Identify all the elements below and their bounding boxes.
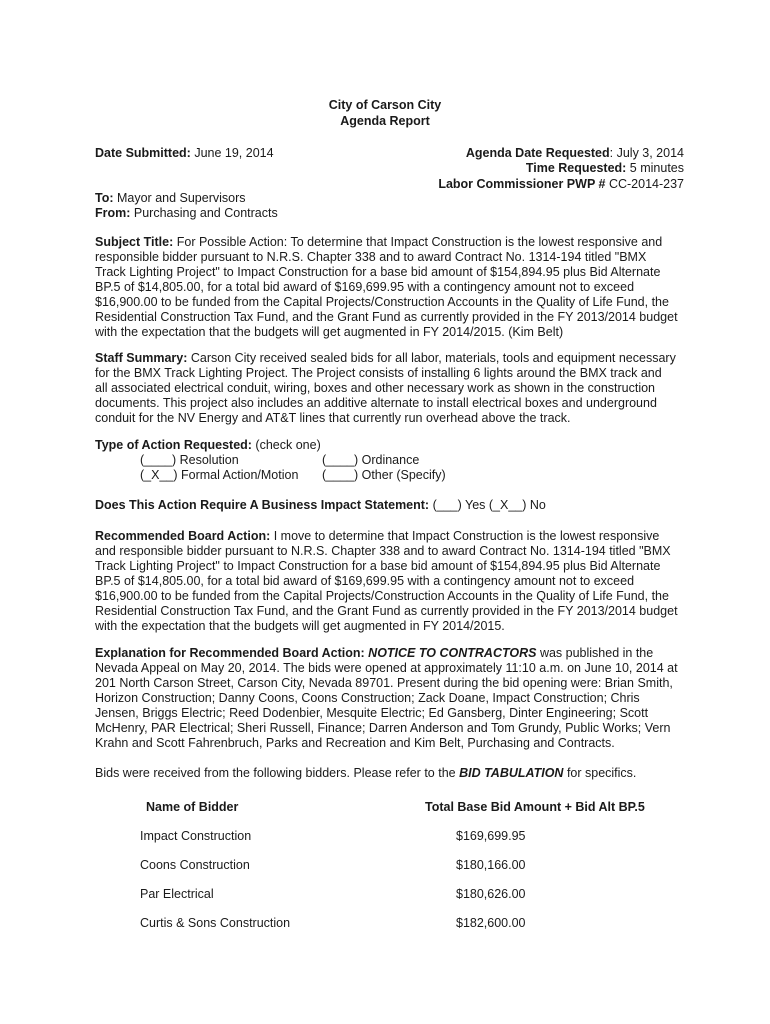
- explanation-line: Horizon Construction; Danny Coons, Coons Construction; Zack Doane, Impact Construction; Chris: [95, 691, 640, 705]
- bidder-name: Curtis & Sons Construction: [140, 916, 291, 930]
- subject-title: [95, 235, 685, 340]
- explanation-line: McHenry, PAR Electrical; Sheri Russell, Finance; Darren Anderson and Tom Grundy, Public Works; Vern: [95, 721, 671, 735]
- resolution-option: (____) Resolution: [140, 453, 239, 467]
- recommended-line: with the expectation that the budgets will get augmented in FY 2014/2015.: [95, 619, 505, 633]
- bidder-name-header: Name of Bidder: [146, 800, 239, 814]
- bidder-name: Par Electrical: [140, 887, 214, 901]
- bid-amount: $180,166.00: [456, 858, 526, 872]
- explanation-line: 201 North Carson Street, Carson City, Nevada 89701. Present during the bid opening were: Brian Smith,: [95, 676, 673, 690]
- action-type-heading: Type of Action Requested: (check one): [95, 438, 321, 452]
- bidder-name: Impact Construction: [140, 829, 252, 843]
- recommended-line: and responsible bidder pursuant to N.R.S. Chapter 338 and to award Contract No. 1314-194 titled "BMX: [95, 544, 671, 558]
- time-requested: Time Requested: 5 minutes: [525, 161, 684, 175]
- recommended-line: Track Lighting Project" to Impact Construction for a base bid amount of $154,894.95 plus Bid Alternate: [95, 559, 661, 573]
- bid-amount: $180,626.00: [456, 887, 526, 901]
- recommended-line: BP.5 of $14,805.00, for a total bid award of $169,699.95 with a contingency amount not to exceed: [95, 574, 635, 588]
- summary-line: for the BMX Track Lighting Project. The Project consists of installing 6 lights around the BMX track and: [95, 366, 662, 380]
- staff-summary: [95, 351, 685, 426]
- explanation: [95, 646, 685, 751]
- summary-line: documents. This project also includes an additive alternate to install electrical boxes and underground: [95, 396, 657, 410]
- subject-line: with the expectation that the budgets will get augmented in FY 2014/2015. (Kim Belt): [95, 325, 564, 339]
- to-line: To: Mayor and Supervisors: [95, 191, 246, 205]
- report-heading: Agenda Report: [340, 114, 430, 128]
- formal-action-option: (_X__) Formal Action/Motion: [140, 468, 299, 482]
- bid-amount: $182,600.00: [456, 916, 526, 930]
- subject-line: BP.5 of $14,805.00, for a total bid award of $169,699.95 with a contingency amount not to exceed: [95, 280, 635, 294]
- labor-commissioner: Labor Commissioner PWP # CC-2014-237: [438, 177, 684, 191]
- bid-amount: $169,699.95: [456, 829, 526, 843]
- bids-intro: Bids were received from the following bidders. Please refer to the BID TABULATION for specifics.: [95, 766, 637, 780]
- explanation-line: Krahn and Scott Fahrenbruch, Parks and Recreation and Kim Belt, Purchasing and Contracts.: [95, 736, 615, 750]
- subject-line: responsible bidder pursuant to N.R.S. Chapter 338 and to award Contract No. 1314-194 titled "BMX: [95, 250, 647, 264]
- city-heading: City of Carson City: [328, 98, 442, 112]
- bidder-name: Coons Construction: [140, 858, 250, 872]
- summary-line: Staff Summary: Carson City received sealed bids for all labor, materials, tools and equipment necessary: [95, 351, 676, 365]
- subject-line: Residential Construction Tax Fund, and the Grant Fund as currently provided in the FY 2013/2014 budget: [95, 310, 678, 324]
- business-impact-question: Does This Action Require A Business Impact Statement: (___) Yes (_X__) No: [95, 498, 546, 512]
- bid-amount-header: Total Base Bid Amount + Bid Alt BP.5: [425, 800, 645, 814]
- subject-line: $16,900.00 to be funded from the Capital Projects/Construction Accounts in the Quality of Life Fund, the: [95, 295, 669, 309]
- recommended-line: Residential Construction Tax Fund, and the Grant Fund as currently provided in the FY 2013/2014 budget: [95, 604, 678, 618]
- summary-line: conduit for the NV Energy and AT&T lines that currently run overhead above the track.: [95, 411, 571, 425]
- recommended-line: Recommended Board Action: I move to determine that Impact Construction is the lowest responsive: [95, 529, 660, 543]
- explanation-line: Explanation for Recommended Board Action: NOTICE TO CONTRACTORS was published in the: [95, 646, 654, 660]
- summary-line: all associated electrical conduit, wiring, boxes and other necessary work as shown in the construction: [95, 381, 656, 395]
- explanation-line: Jensen, Briggs Electric; Reed Dodenbier, Mesquite Electric; Ed Gansberg, Dinter Engineering; Scott: [95, 706, 649, 720]
- agenda-date-requested: Agenda Date Requested: July 3, 2014: [465, 146, 684, 160]
- date-submitted: Date Submitted: June 19, 2014: [95, 146, 274, 160]
- explanation-line: Nevada Appeal on May 20, 2014. The bids were opened at approximately 11:10 a.m. on June 10, 2014 at: [95, 661, 678, 675]
- other-option: (____) Other (Specify): [322, 468, 446, 482]
- recommended-board-action: [95, 529, 685, 634]
- from-line: From: Purchasing and Contracts: [95, 206, 278, 220]
- subject-line: Track Lighting Project" to Impact Construction for a base bid amount of $154,894.95 plus Bid Alternate: [95, 265, 661, 279]
- ordinance-option: (____) Ordinance: [322, 453, 420, 467]
- recommended-line: $16,900.00 to be funded from the Capital Projects/Construction Accounts in the Quality of Life Fund, the: [95, 589, 669, 603]
- subject-line: Subject Title: For Possible Action: To determine that Impact Construction is the lowest responsive and: [95, 235, 663, 249]
